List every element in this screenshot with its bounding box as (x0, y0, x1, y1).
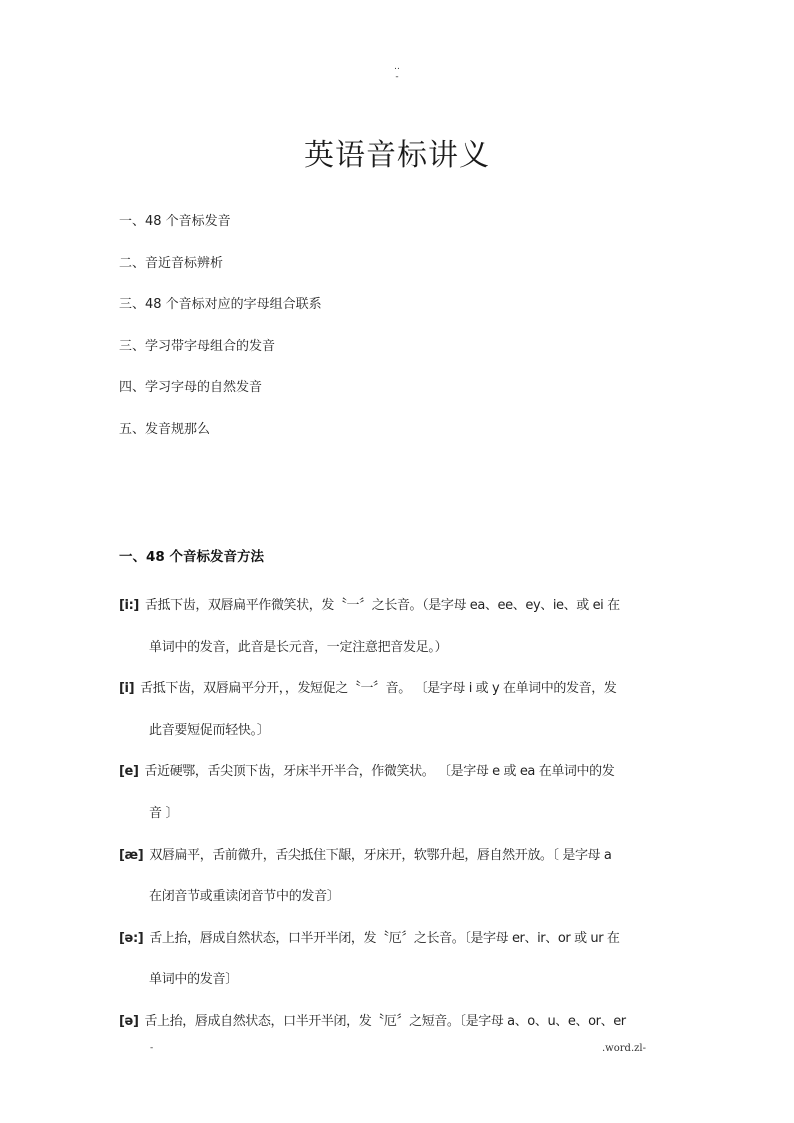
phonetic-entry (119, 918, 679, 1001)
phonetic-entry (119, 835, 679, 918)
section-heading: 一、48 个音标发音方法 (119, 549, 264, 565)
entry-description: 双唇扁平，舌前微升，舌尖抵住下龈，牙床开，软鄂升起，唇自然开放。〔 是字母 a (149, 847, 612, 863)
phonetic-symbol: [æ] (119, 847, 144, 863)
header-mark-dash: - (395, 72, 399, 82)
toc-item: 三、学习带字母组合的发音 (119, 338, 276, 354)
entry-continuation: 在闭音节或重读闭音节中的发音〕 (149, 889, 340, 905)
header-mark-dots: .. (394, 62, 400, 72)
footer-left-mark: - (150, 1043, 154, 1053)
phonetic-symbol: [ə] (119, 1013, 139, 1029)
phonetic-entry (119, 668, 679, 751)
entry-description: 舌上抬，唇成自然状态，口半开半闭，发〝厄〞之长音。〔是字母 er、ir、or 或 ur 在 (149, 930, 620, 946)
document-title: 英语音标讲义 (304, 138, 490, 174)
entry-description: 舌抵下齿，双唇扁平分开，，发短促之〝一〞音。 〔是字母 i 或 y 在单词中的发音，发 (140, 681, 617, 697)
toc-item: 三、48 个音标对应的字母组合联系 (119, 297, 322, 313)
footer-watermark: .word.zl- (602, 1043, 646, 1054)
entry-description: 舌抵下齿，双唇扁平作微笑状，发〝一〞之长音。（是字母 ea、ee、ey、ie、或 ei 在 (144, 598, 620, 613)
entry-continuation: 单词中的发音〕 (149, 972, 238, 988)
toc-item: 一、48 个音标发音 (119, 214, 231, 229)
entry-continuation: 此音要短促而轻快。〕 (149, 722, 270, 738)
table-of-contents (119, 212, 322, 462)
header-mark (0, 62, 794, 82)
phonetic-entries (119, 585, 679, 1043)
toc-item: 四、学习字母的自然发音 (119, 380, 263, 396)
phonetic-symbol: [ə:] (119, 930, 144, 946)
entry-description: 舌上抬，唇成自然状态，口半开半闭，发〝厄〞之短音。〔是字母 a、o、u、e、or、er (144, 1013, 626, 1029)
entry-continuation: 单词中的发音，此音是长元音，一定注意把音发足。） (149, 639, 448, 655)
phonetic-entry (119, 751, 679, 834)
entry-continuation: 音 〕 (149, 805, 179, 821)
toc-item: 二、音近音标辨析 (119, 255, 224, 271)
toc-item: 五、发音规那么 (119, 421, 211, 437)
phonetic-entry (119, 585, 679, 668)
entry-description: 舌近硬鄂，舌尖顶下齿，牙床半开半合，作微笑状。 〔是字母 e 或 ea 在单词中的发 (144, 764, 615, 780)
phonetic-symbol: [i] (119, 681, 135, 697)
phonetic-symbol: [e] (119, 764, 139, 780)
phonetic-symbol: [i:] (119, 598, 139, 613)
phonetic-entry (119, 1001, 679, 1043)
